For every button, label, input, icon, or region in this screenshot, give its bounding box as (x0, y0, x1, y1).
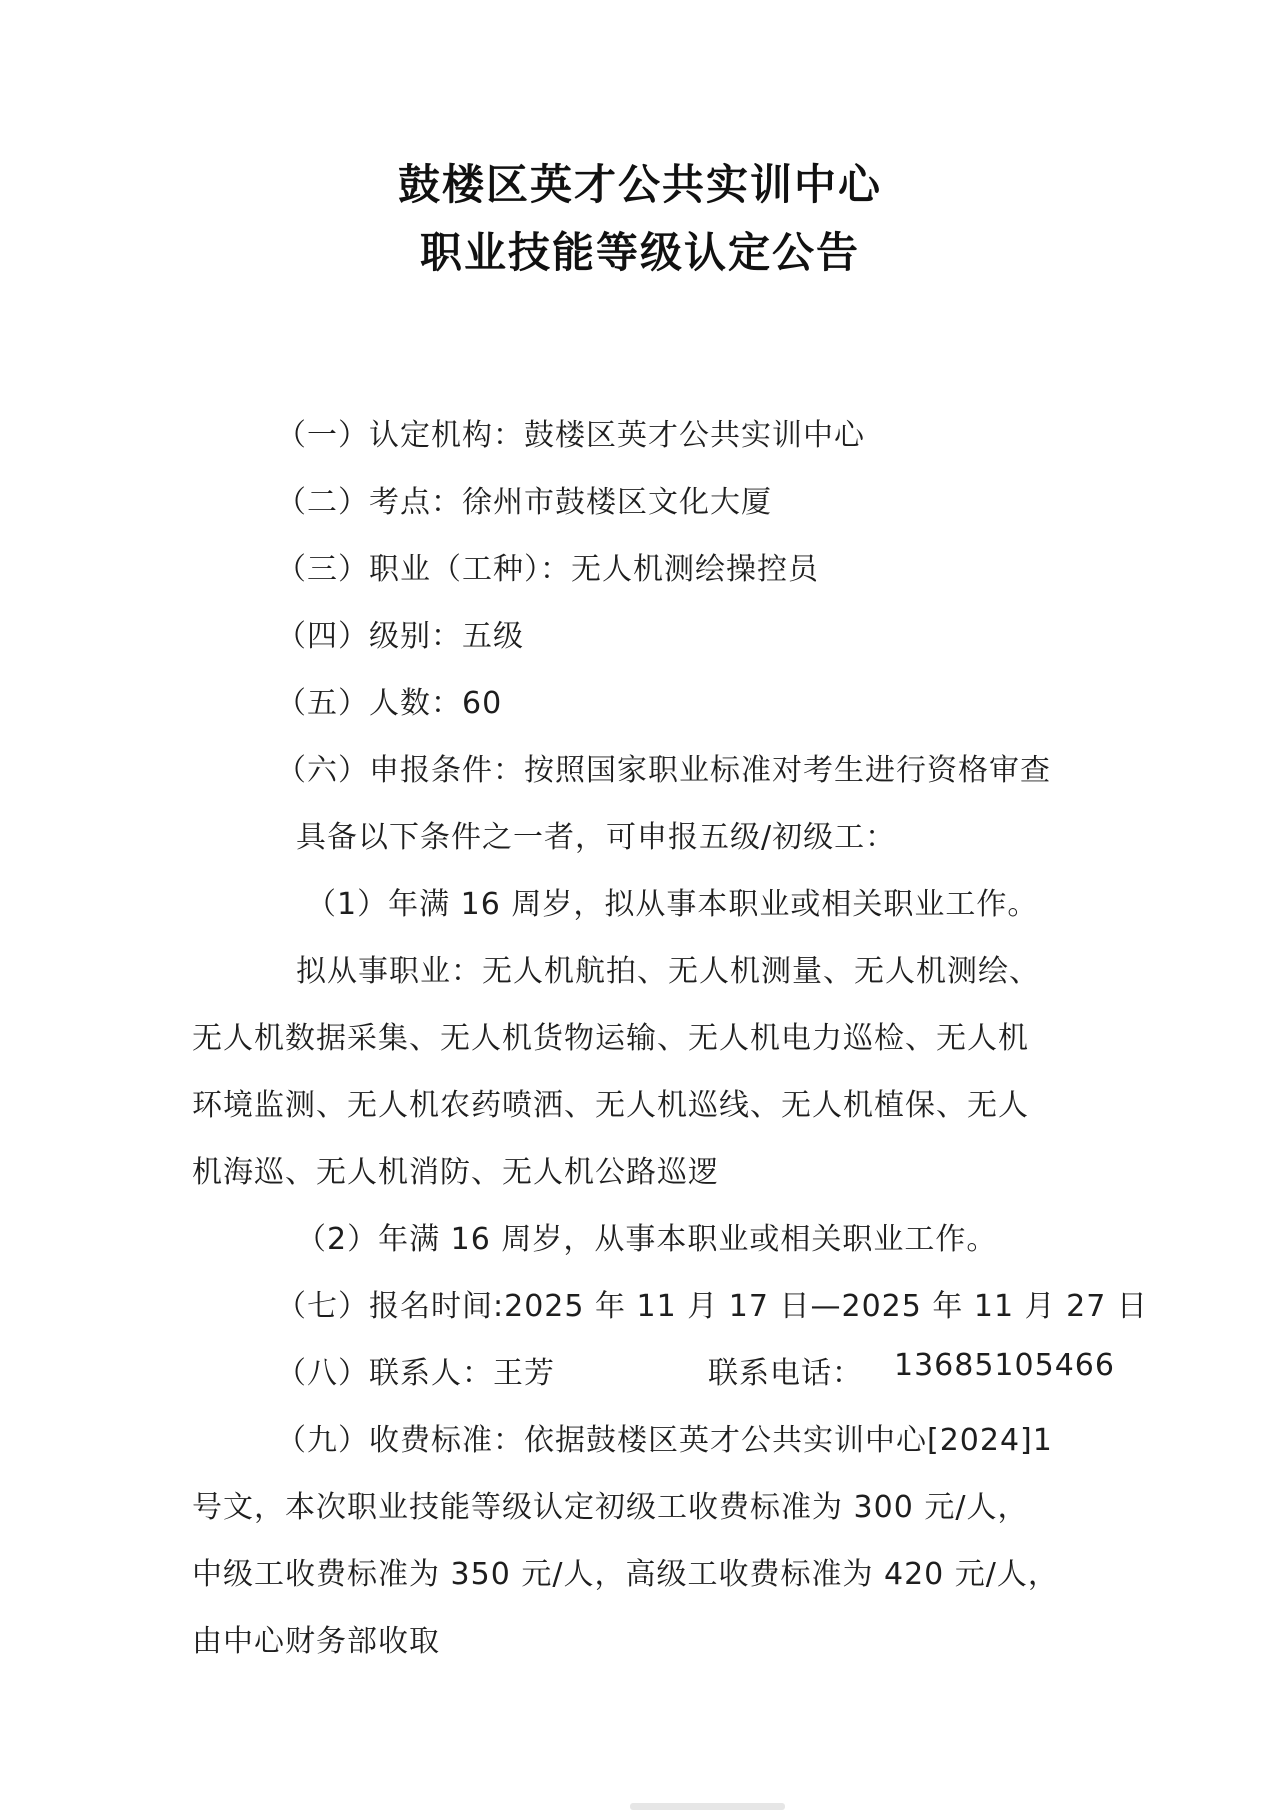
occupations-line-2: 无人机数据采集、无人机货物运输、无人机电力巡检、无人机 (192, 1021, 1029, 1056)
occupations-line-4: 机海巡、无人机消防、无人机公路巡逻 (192, 1155, 719, 1190)
contact-phone-label: 联系电话： (708, 1356, 863, 1391)
item-conditions: （六）申报条件：按照国家职业标准对考生进行资格审查 (276, 753, 1051, 788)
fee-line-2: 号文，本次职业技能等级认定初级工收费标准为 300 元/人， (192, 1490, 1029, 1525)
condition-2: （2）年满 16 周岁，从事本职业或相关职业工作。 (296, 1222, 998, 1257)
occupations-line-1: 拟从事职业：无人机航拍、无人机测量、无人机测绘、 (296, 954, 1040, 989)
fee-line-4: 由中心财务部收取 (192, 1624, 440, 1659)
item-fee: （九）收费标准：依据鼓楼区英才公共实训中心[2024]1 (276, 1423, 1053, 1458)
title-line-1: 鼓楼区英才公共实训中心 (397, 160, 882, 209)
title-line-2: 职业技能等级认定公告 (419, 228, 860, 277)
item-organization: （一）认定机构：鼓楼区英才公共实训中心 (276, 418, 865, 453)
occupations-line-3: 环境监测、无人机农药喷洒、无人机巡线、无人机植保、无人 (192, 1088, 1029, 1123)
condition-1: （1）年满 16 周岁，拟从事本职业或相关职业工作。 (306, 887, 1039, 922)
item-level: （四）级别：五级 (276, 619, 524, 654)
contact-phone: 13685105466 (894, 1348, 1115, 1383)
item-count: （五）人数：60 (276, 686, 503, 721)
item-conditions-cont: 具备以下条件之一者，可申报五级/初级工： (296, 820, 897, 855)
fee-line-3: 中级工收费标准为 350 元/人，高级工收费标准为 420 元/人， (192, 1557, 1059, 1592)
item-registration-time: （七）报名时间:2025 年 11 月 17 日—2025 年 11 月 27 日 (276, 1289, 1148, 1324)
item-occupation: （三）职业（工种）：无人机测绘操控员 (276, 552, 819, 587)
item-contact-person: （八）联系人：王芳 (276, 1356, 555, 1391)
home-indicator (630, 1803, 785, 1810)
item-exam-site: （二）考点：徐州市鼓楼区文化大厦 (276, 485, 772, 520)
